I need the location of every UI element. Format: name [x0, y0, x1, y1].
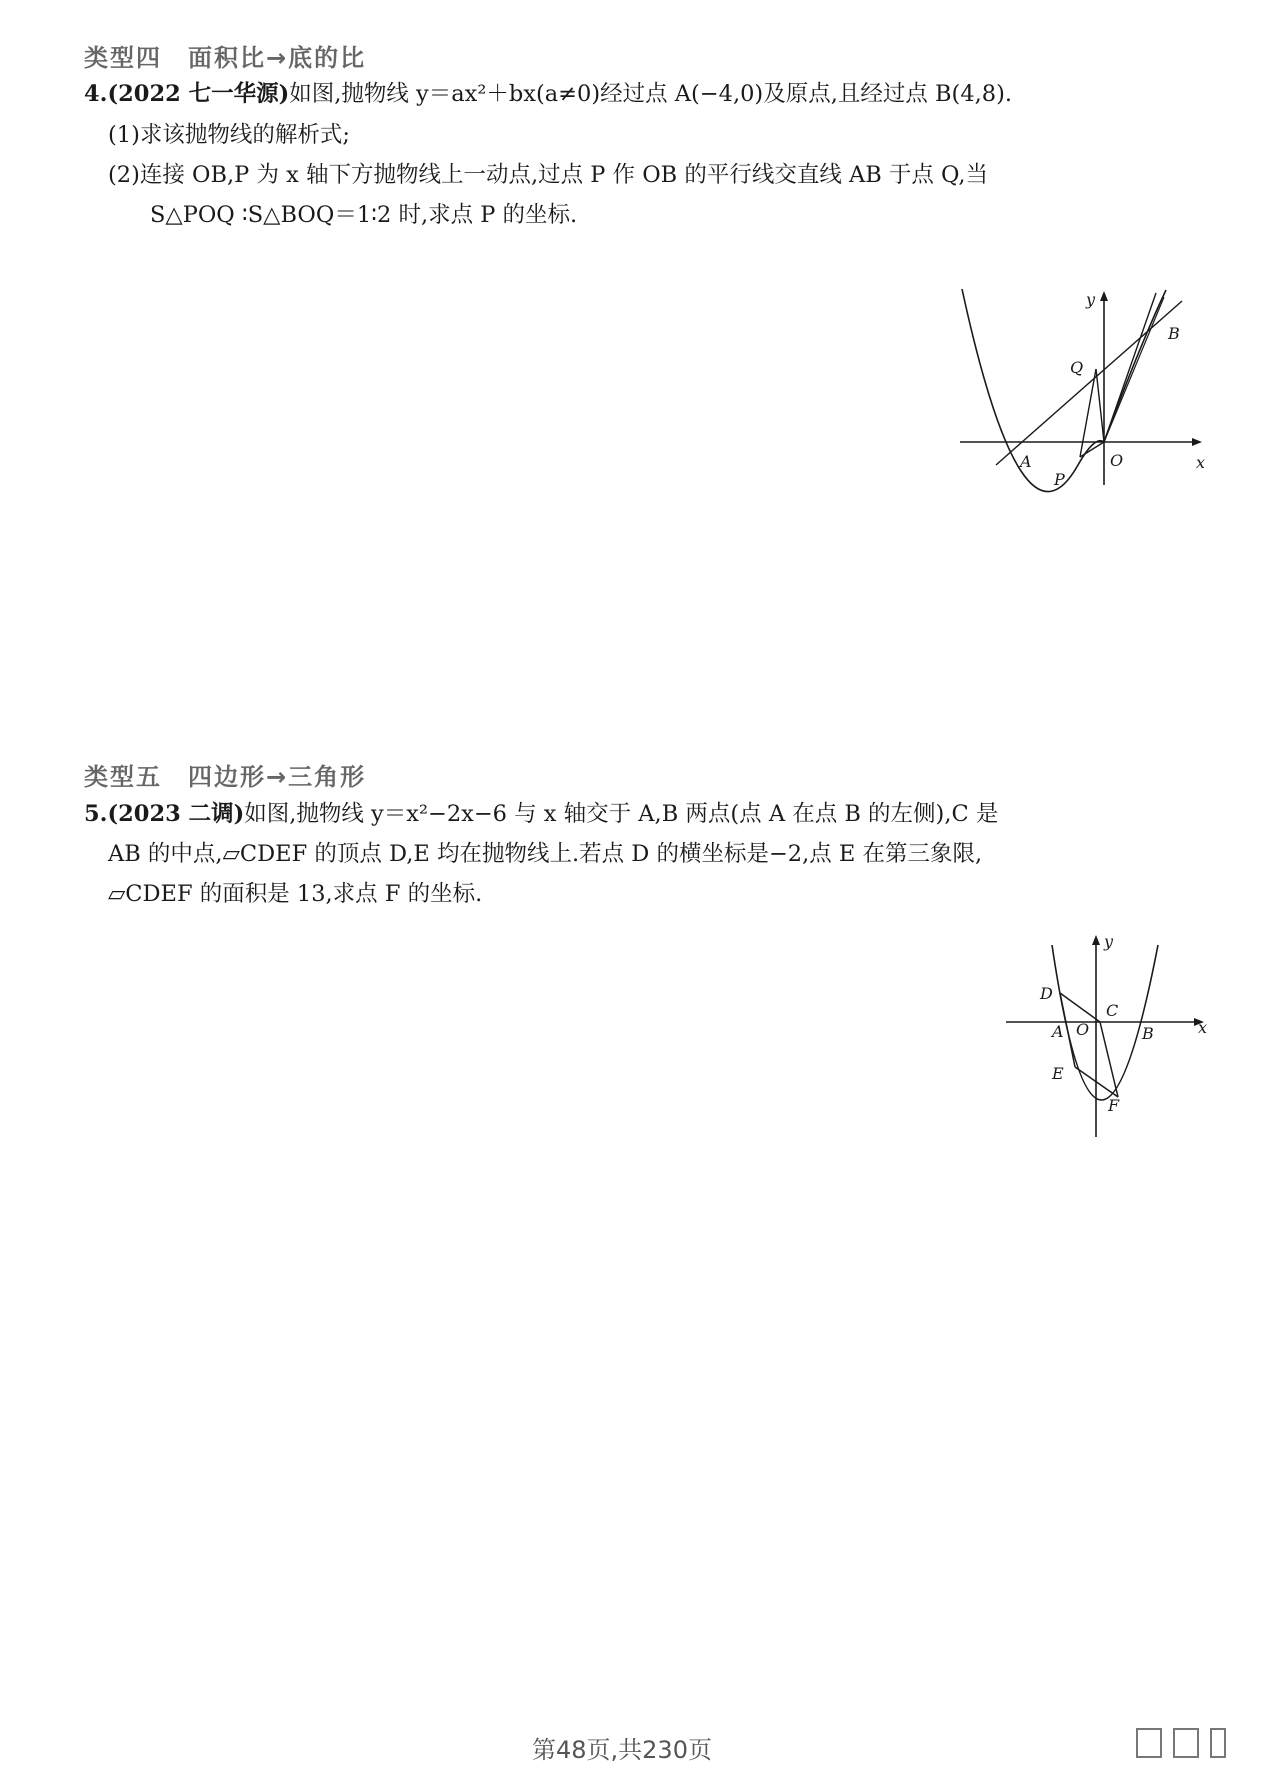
- double-page-view-icon[interactable]: [1173, 1728, 1199, 1758]
- problem5-text-2: AB 的中点,▱CDEF 的顶点 D,E 均在抛物线上.若点 D 的横坐标是−2,点 E 在第三象限,: [108, 841, 983, 867]
- fig5-label-d: D: [1040, 984, 1053, 1003]
- fig4-label-b: B: [1168, 324, 1180, 343]
- fig4-line-ob: [1104, 293, 1156, 442]
- fig4-line-bo: [1104, 297, 1164, 442]
- fig4-line-qo: [1096, 369, 1104, 442]
- scroll-view-icon[interactable]: [1210, 1728, 1226, 1758]
- fig5-side-dc: [1060, 993, 1100, 1022]
- fig4-label-y: y: [1086, 290, 1096, 309]
- single-page-view-icon[interactable]: [1136, 1728, 1162, 1758]
- problem4-number: 4.: [84, 81, 108, 107]
- problem4-source: (2022 七一华源): [107, 81, 290, 107]
- problem5-text-1: 如图,抛物线 y＝x²−2x−6 与 x 轴交于 A,B 两点(点 A 在点 B 的左侧),C 是: [244, 801, 999, 827]
- fig5-y-arrow: [1092, 935, 1100, 945]
- fig5-label-a: A: [1052, 1022, 1064, 1041]
- problem4-part2-cont: S△POQ ∶S△BOQ＝1∶2 时,求点 P 的坐标.: [150, 202, 578, 228]
- fig5-label-y: y: [1104, 932, 1114, 951]
- fig4-parabola: [962, 289, 1166, 492]
- fig4-y-arrow: [1100, 291, 1108, 301]
- fig4-label-a: A: [1020, 452, 1032, 471]
- section5-title: 类型五 四边形→三角形: [84, 763, 367, 791]
- fig5-label-f: F: [1108, 1096, 1120, 1115]
- figure4-parabola-diagram: [950, 285, 1212, 495]
- problem4-text-1: 如图,抛物线 y＝ax²＋bx(a≠0)经过点 A(−4,0)及原点,且经过点 B(4,8).: [289, 81, 1013, 107]
- fig4-label-x: x: [1196, 453, 1206, 472]
- section4-title: 类型四 面积比→底的比: [84, 44, 367, 72]
- problem4-line1: [84, 79, 1012, 109]
- problem5-number: 5.: [84, 801, 108, 827]
- page-number-label: 第48页,共230页: [532, 1736, 712, 1764]
- fig5-label-c: C: [1106, 1001, 1119, 1020]
- problem5-line1: [84, 799, 998, 829]
- fig4-line-ab: [996, 301, 1182, 465]
- fig5-label-x: x: [1198, 1018, 1208, 1037]
- problem5-text-3: ▱CDEF 的面积是 13,求点 F 的坐标.: [108, 881, 483, 907]
- fig5-label-e: E: [1052, 1064, 1064, 1083]
- problem5-source: (2023 二调): [107, 801, 245, 827]
- problem4-part1: (1)求该抛物线的解析式;: [108, 122, 350, 148]
- fig5-label-o: O: [1076, 1020, 1090, 1039]
- fig4-label-o: O: [1110, 451, 1124, 470]
- footer-view-controls[interactable]: [1130, 1728, 1226, 1758]
- fig4-label-p: P: [1054, 470, 1065, 489]
- fig5-label-b: B: [1142, 1024, 1154, 1043]
- problem4-part2: (2)连接 OB,P 为 x 轴下方抛物线上一动点,过点 P 作 OB 的平行线交直线 AB 于点 Q,当: [108, 162, 989, 188]
- fig4-x-arrow: [1192, 438, 1202, 446]
- fig4-label-q: Q: [1070, 358, 1084, 377]
- figure5-parabola-diagram: [1000, 925, 1220, 1150]
